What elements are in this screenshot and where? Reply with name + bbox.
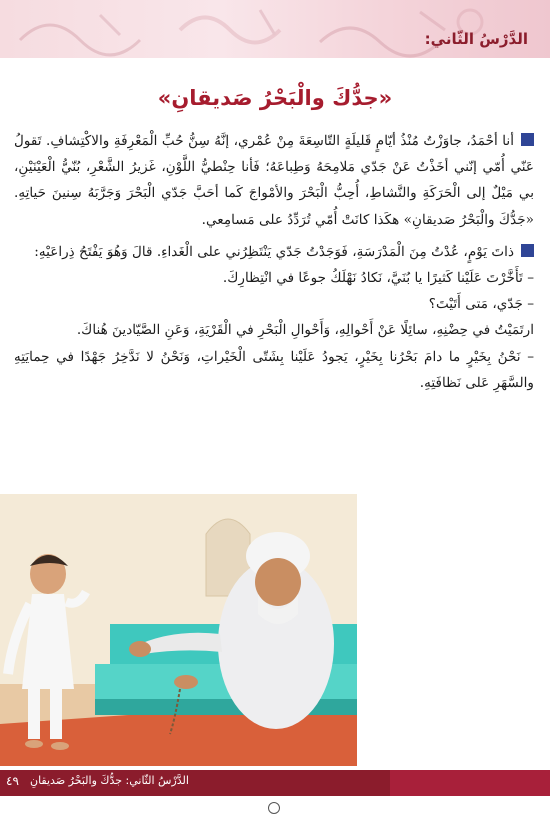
dialogue-line: – جَدّي، مَتى أَتَيْتَ؟: [428, 296, 534, 313]
lesson-header: الدَّرْسُ الثّاني:: [424, 30, 528, 48]
bullet-icon: [521, 244, 534, 257]
lesson-title: «جدُّكَ والْبَحْرُ صَديقانِ»: [157, 86, 393, 110]
grandfather-boy-illustration: [0, 494, 357, 766]
lesson-body: [14, 128, 534, 396]
dialogue-line: – تَأَخَّرْتَ عَلَيْنا كَثيرًا يا بُنَيَّ، نَكادُ نَهْلَكُ جوعًا في انْتِظارِكَ.: [222, 270, 534, 287]
paragraph: أنا أحْمَدُ، جاوَزْتُ مُنْذُ أيّامٍ قَليلَةٍ التّاسِعَةَ مِنْ عُمْري، إنَّهُ سِنُّ حُبِّ الْمَعْرِفَةِ والاكْتِشافِ. تَقولُ عَنّي أُمّي إنّني أخَذْتُ عَنْ جَدّي مَلامِحَهُ وَطِباعَهُ؛ فَأنا حِنْطيُّ اللَّوْنِ، غَزيرُ الشَّعْرِ، بُنّيُّ الْعَيْنَيْنِ، بي مَيْلٌ إلى الْحَرَكَةِ والنَّشاطِ، أُحِبُّ الْبَحْرَ والأمْواجَ كَما أحَبَّ جَدّي الْبَحْرَ وَجَرَّبَهُ سِنينَ حَياتِهِ. «جَدُّكَ والْبَحْرُ صَديقانِ» هكَذا كانَتْ أُمّي تُرَدِّدُ على مَسامِعي.: [14, 133, 534, 228]
paragraph: ذاتَ يَوْمٍ، عُدْتُ مِنَ الْمَدْرَسَةِ، فَوَجَدْتُ جَدّي يَنْتَظِرُني على الْغَداءِ. قالَ وَهُوَ يَفْتَحُ ذِراعَيْهِ:: [14, 239, 534, 265]
bullet-icon: [521, 133, 534, 146]
page-number: ٤٩: [6, 774, 19, 788]
calligraphy-pattern: [0, 0, 550, 58]
footer-accent: [390, 770, 550, 796]
registration-mark-icon: [268, 802, 280, 814]
paragraph: ارتَمَيْتُ في حِضْنِهِ، سائِلًا عَنْ أَحْوالِهِ، وَأَحْوالِ الْبَحْرِ في الْقَرْيَةِ، وَعَنِ الصَّيّادينَ هُناكَ.: [76, 322, 534, 339]
top-banner: [0, 0, 550, 58]
dialogue-line: – نَحْنُ بِخَيْرٍ ما دامَ بَحْرُنا بِخَيْرٍ، يَجودُ عَلَيْنا بِشَتّى الْخَيْراتِ، وَنَحْنُ لا نَدَّخِرُ جَهْدًا في حِمايَتِهِ والسَّهَرِ عَلى نَظافَتِهِ.: [14, 348, 534, 391]
footer-lesson-title: الدَّرْسُ الثّاني: جدُّكَ والبَحْرُ صَديقانِ: [30, 774, 189, 787]
